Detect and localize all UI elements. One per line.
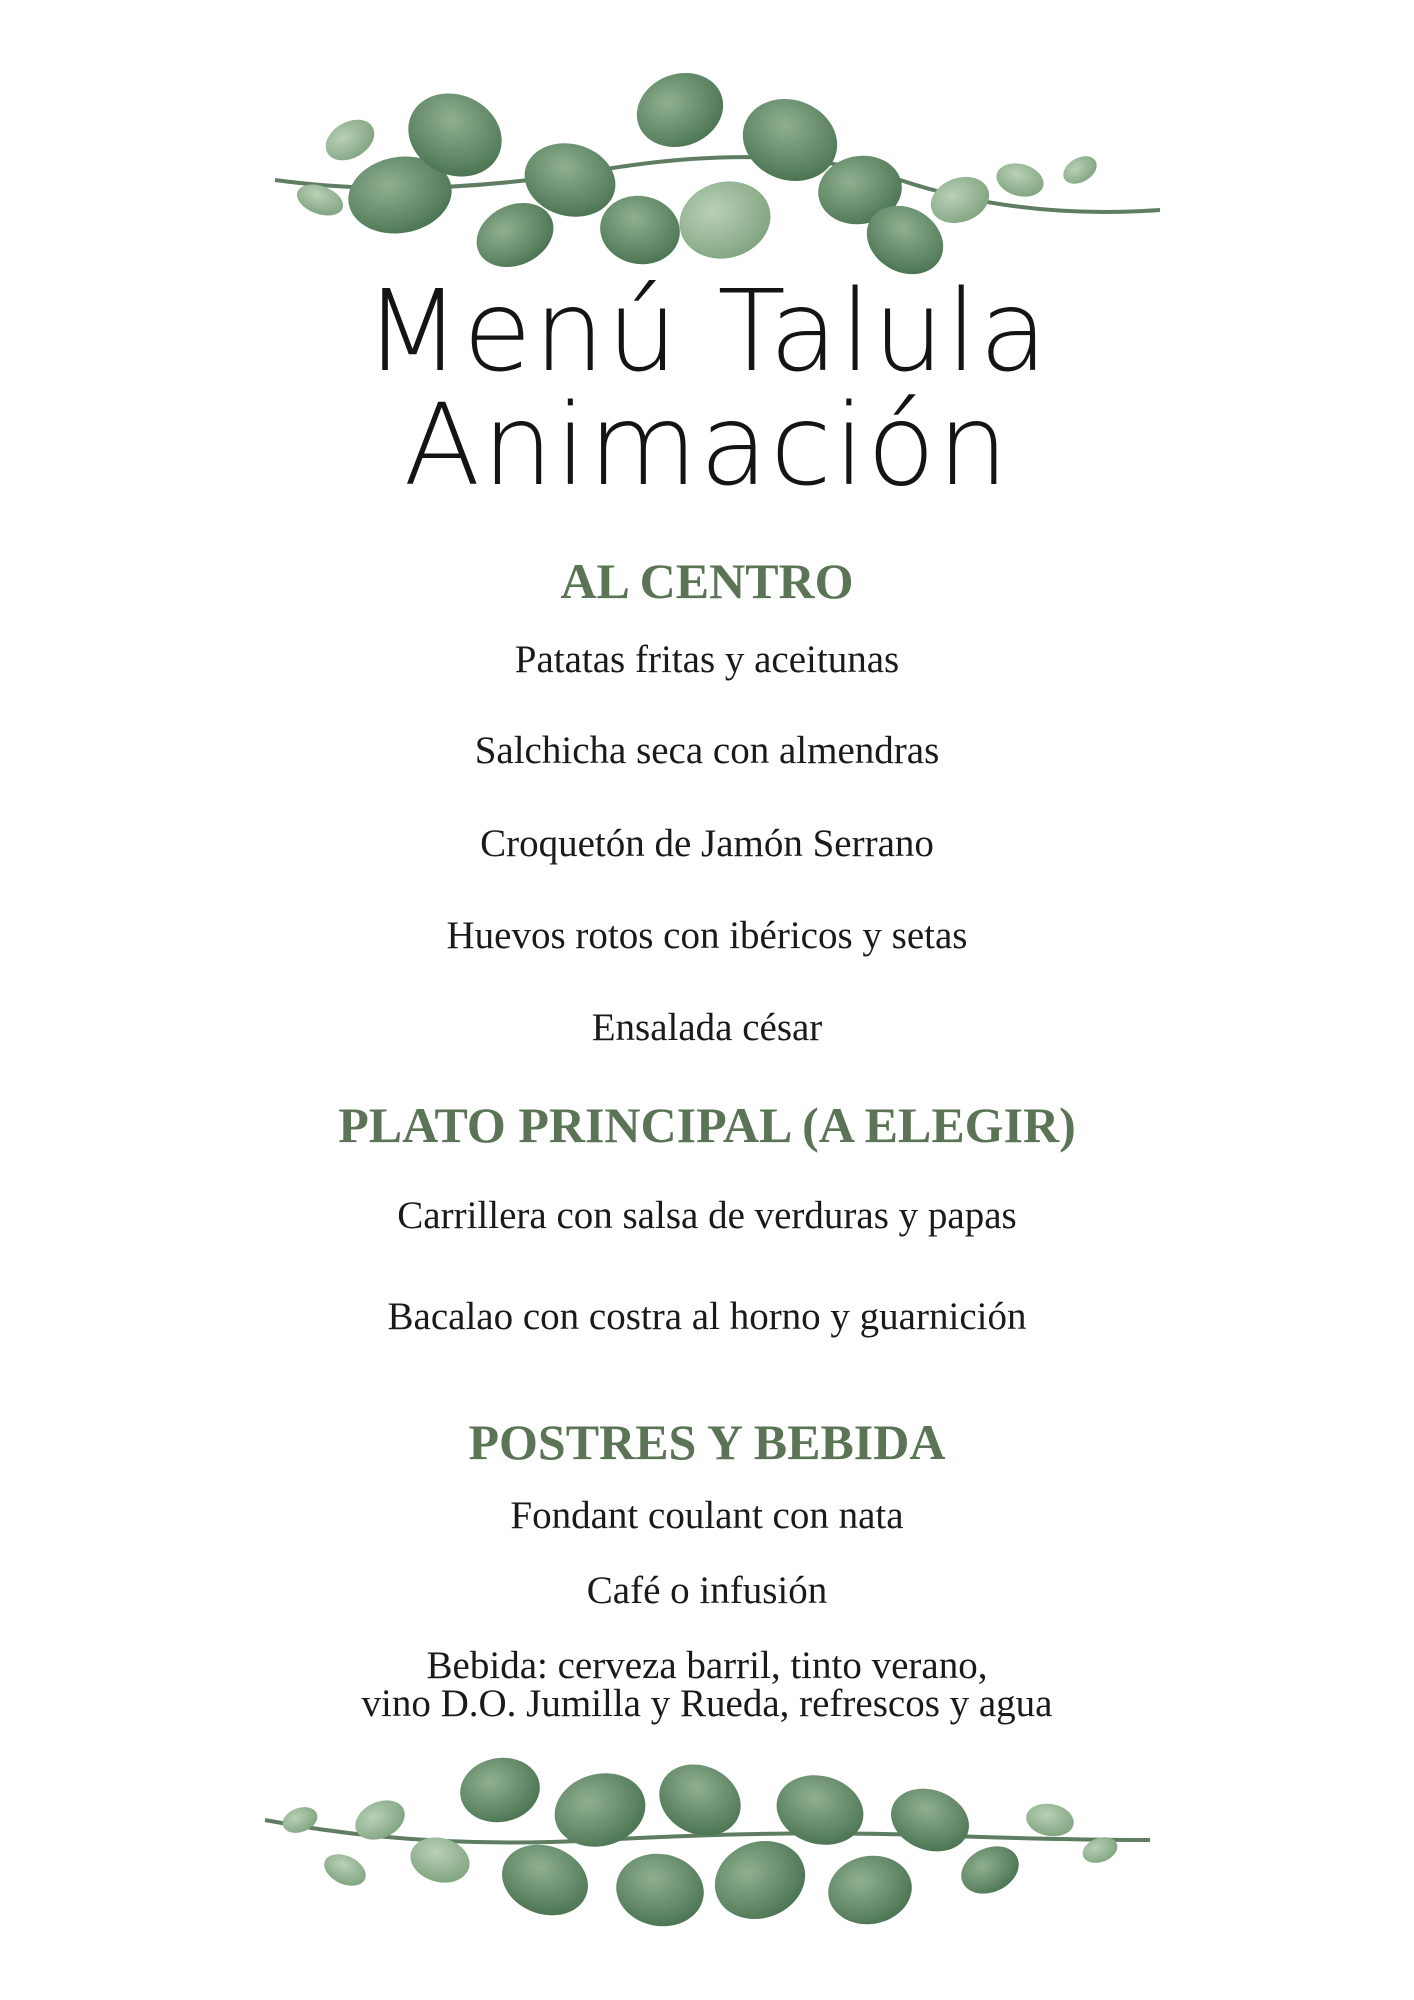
menu-item: Bacalao con costra al horno y guarnición (387, 1295, 1027, 1338)
menu-item: Ensalada césar (591, 1006, 823, 1049)
menu-item: Fondant coulant con nata (510, 1494, 904, 1537)
drinks-line: vino D.O. Jumilla y Rueda, refrescos y agua (361, 1682, 1053, 1725)
menu-item: Carrillera con salsa de verduras y papas (397, 1194, 1017, 1237)
eucalyptus-garland-bottom-icon (0, 1740, 1414, 1980)
drinks-description (0, 1644, 1414, 1725)
menu-title-line-1: Menú Talula (364, 267, 1050, 397)
menu-item: Huevos rotos con ibéricos y setas (446, 914, 968, 957)
section-heading-plato-principal: PLATO PRINCIPAL (A ELEGIR) (338, 1097, 1076, 1153)
section-heading-postres-y-bebida: POSTRES Y BEBIDA (468, 1414, 946, 1470)
menu-item: Salchicha seca con almendras (474, 729, 940, 772)
menu-item: Café o infusión (586, 1569, 828, 1612)
menu-title-line-2: Animación (403, 381, 1011, 511)
eucalyptus-garland-top-icon (0, 30, 1414, 280)
drinks-line: Bebida: cerveza barril, tinto verano, (426, 1644, 988, 1687)
section-heading-al-centro: AL CENTRO (560, 553, 854, 609)
menu-item: Patatas fritas y aceitunas (514, 638, 900, 681)
menu-item: Croquetón de Jamón Serrano (480, 822, 934, 865)
